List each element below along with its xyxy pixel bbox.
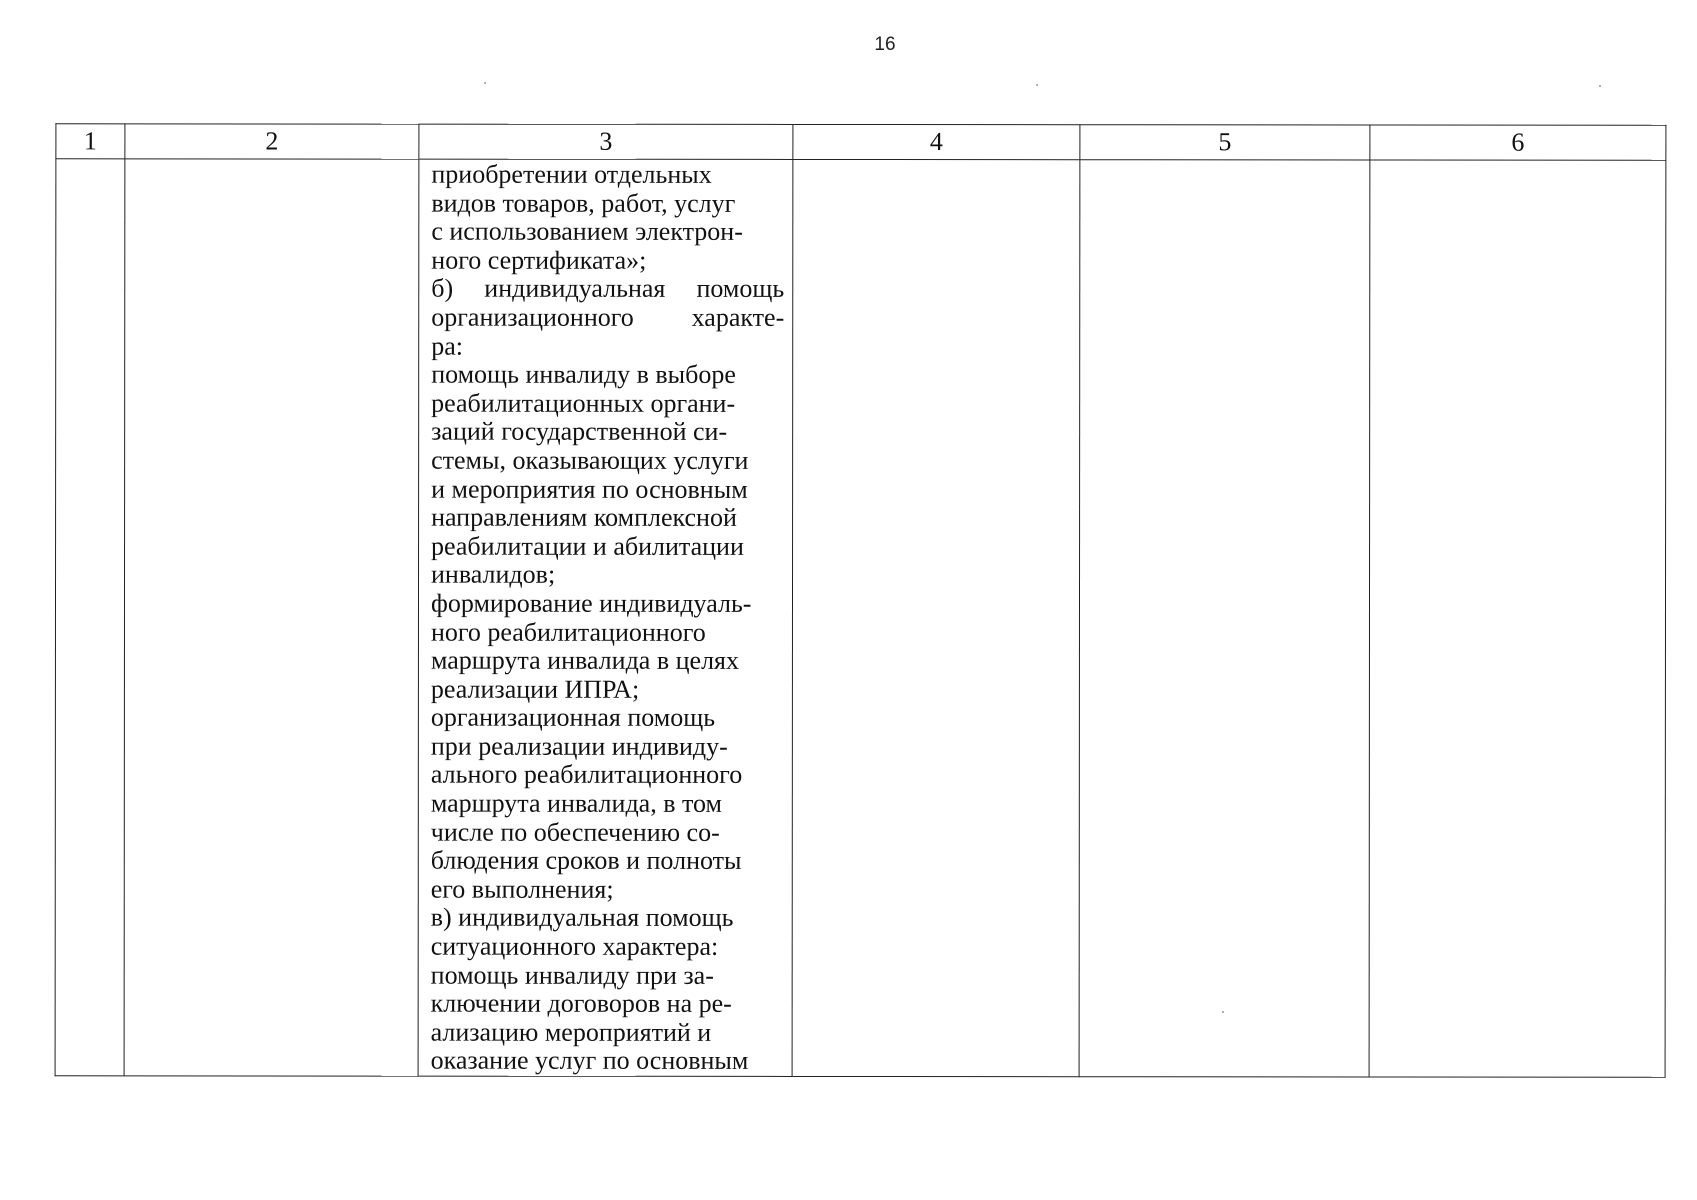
- document-table: [55, 123, 1667, 1077]
- cell-col-6: [1369, 160, 1666, 1077]
- text-line: ализацию мероприятий и: [430, 1017, 712, 1047]
- text-line: оказание услуг по основным: [430, 1046, 749, 1076]
- text-line: и мероприятия по основным: [431, 474, 748, 504]
- text-line: ситуационного характера:: [430, 931, 719, 961]
- scan-speck: [1036, 84, 1038, 86]
- cell-col-4: [792, 159, 1080, 1076]
- scan-speck: [484, 82, 486, 84]
- text-line: его выполнения;: [430, 874, 614, 904]
- text-line: числе по обеспечению со-: [430, 817, 720, 847]
- text-line: ного реабилитационного: [430, 617, 706, 647]
- text-line: маршрута инвалида в целях: [430, 645, 740, 675]
- column-header-6: 6: [1370, 125, 1666, 160]
- text-line: реабилитационных органи-: [431, 388, 736, 418]
- cell-col-1: [55, 159, 125, 1076]
- column-header-3: 3: [419, 124, 793, 159]
- text-line: ра:: [431, 331, 464, 361]
- page-number: 16: [874, 34, 896, 55]
- cell-col-3: [418, 159, 793, 1076]
- cell-col-2: [124, 159, 419, 1076]
- scan-speck: [1599, 85, 1601, 87]
- table-row: [55, 159, 1666, 1077]
- text-line: с использованием электрон-: [431, 216, 743, 247]
- text-line: видов товаров, работ, услуг: [431, 188, 736, 218]
- column-header-2: 2: [125, 124, 419, 159]
- text-line: ключении договоров на ре-: [430, 988, 732, 1019]
- column-header-5: 5: [1080, 125, 1370, 160]
- text-line: заций государственной си-: [431, 416, 728, 447]
- text-line: ного сертификата»;: [431, 245, 647, 275]
- cell-col-5: [1079, 160, 1370, 1077]
- text-line: блюдения сроков и полноты: [430, 845, 742, 876]
- column-header-1: 1: [56, 124, 125, 159]
- text-line: организационного характе-: [431, 302, 785, 332]
- text-line: инвалидов;: [431, 559, 556, 590]
- text-line: при реализации индивиду-: [430, 731, 728, 761]
- text-line: ального реабилитационного: [430, 760, 743, 790]
- text-line: помощь инвалиду при за-: [430, 960, 714, 990]
- column-header-4: 4: [793, 124, 1080, 159]
- text-line: помощь инвалиду в выборе: [431, 359, 736, 390]
- text-line: направлениям комплексной: [431, 502, 737, 533]
- text-line: реализации ИПРА;: [430, 674, 640, 704]
- text-line: стемы, оказывающих услуги: [431, 445, 749, 475]
- text-line: реабилитации и абилитации: [431, 531, 744, 561]
- text-line: в) индивидуальная помощь: [430, 903, 734, 933]
- text-line: маршрута инвалида, в том: [430, 788, 722, 818]
- text-line: формирование индивидуаль-: [430, 588, 752, 618]
- text-line: организационная помощь: [430, 702, 716, 733]
- text-line: приобретении отдельных: [431, 159, 712, 189]
- text-line: б) индивидуальная помощь: [431, 274, 785, 304]
- header-row: [56, 124, 1666, 160]
- cell-col-3-text: [419, 160, 793, 1076]
